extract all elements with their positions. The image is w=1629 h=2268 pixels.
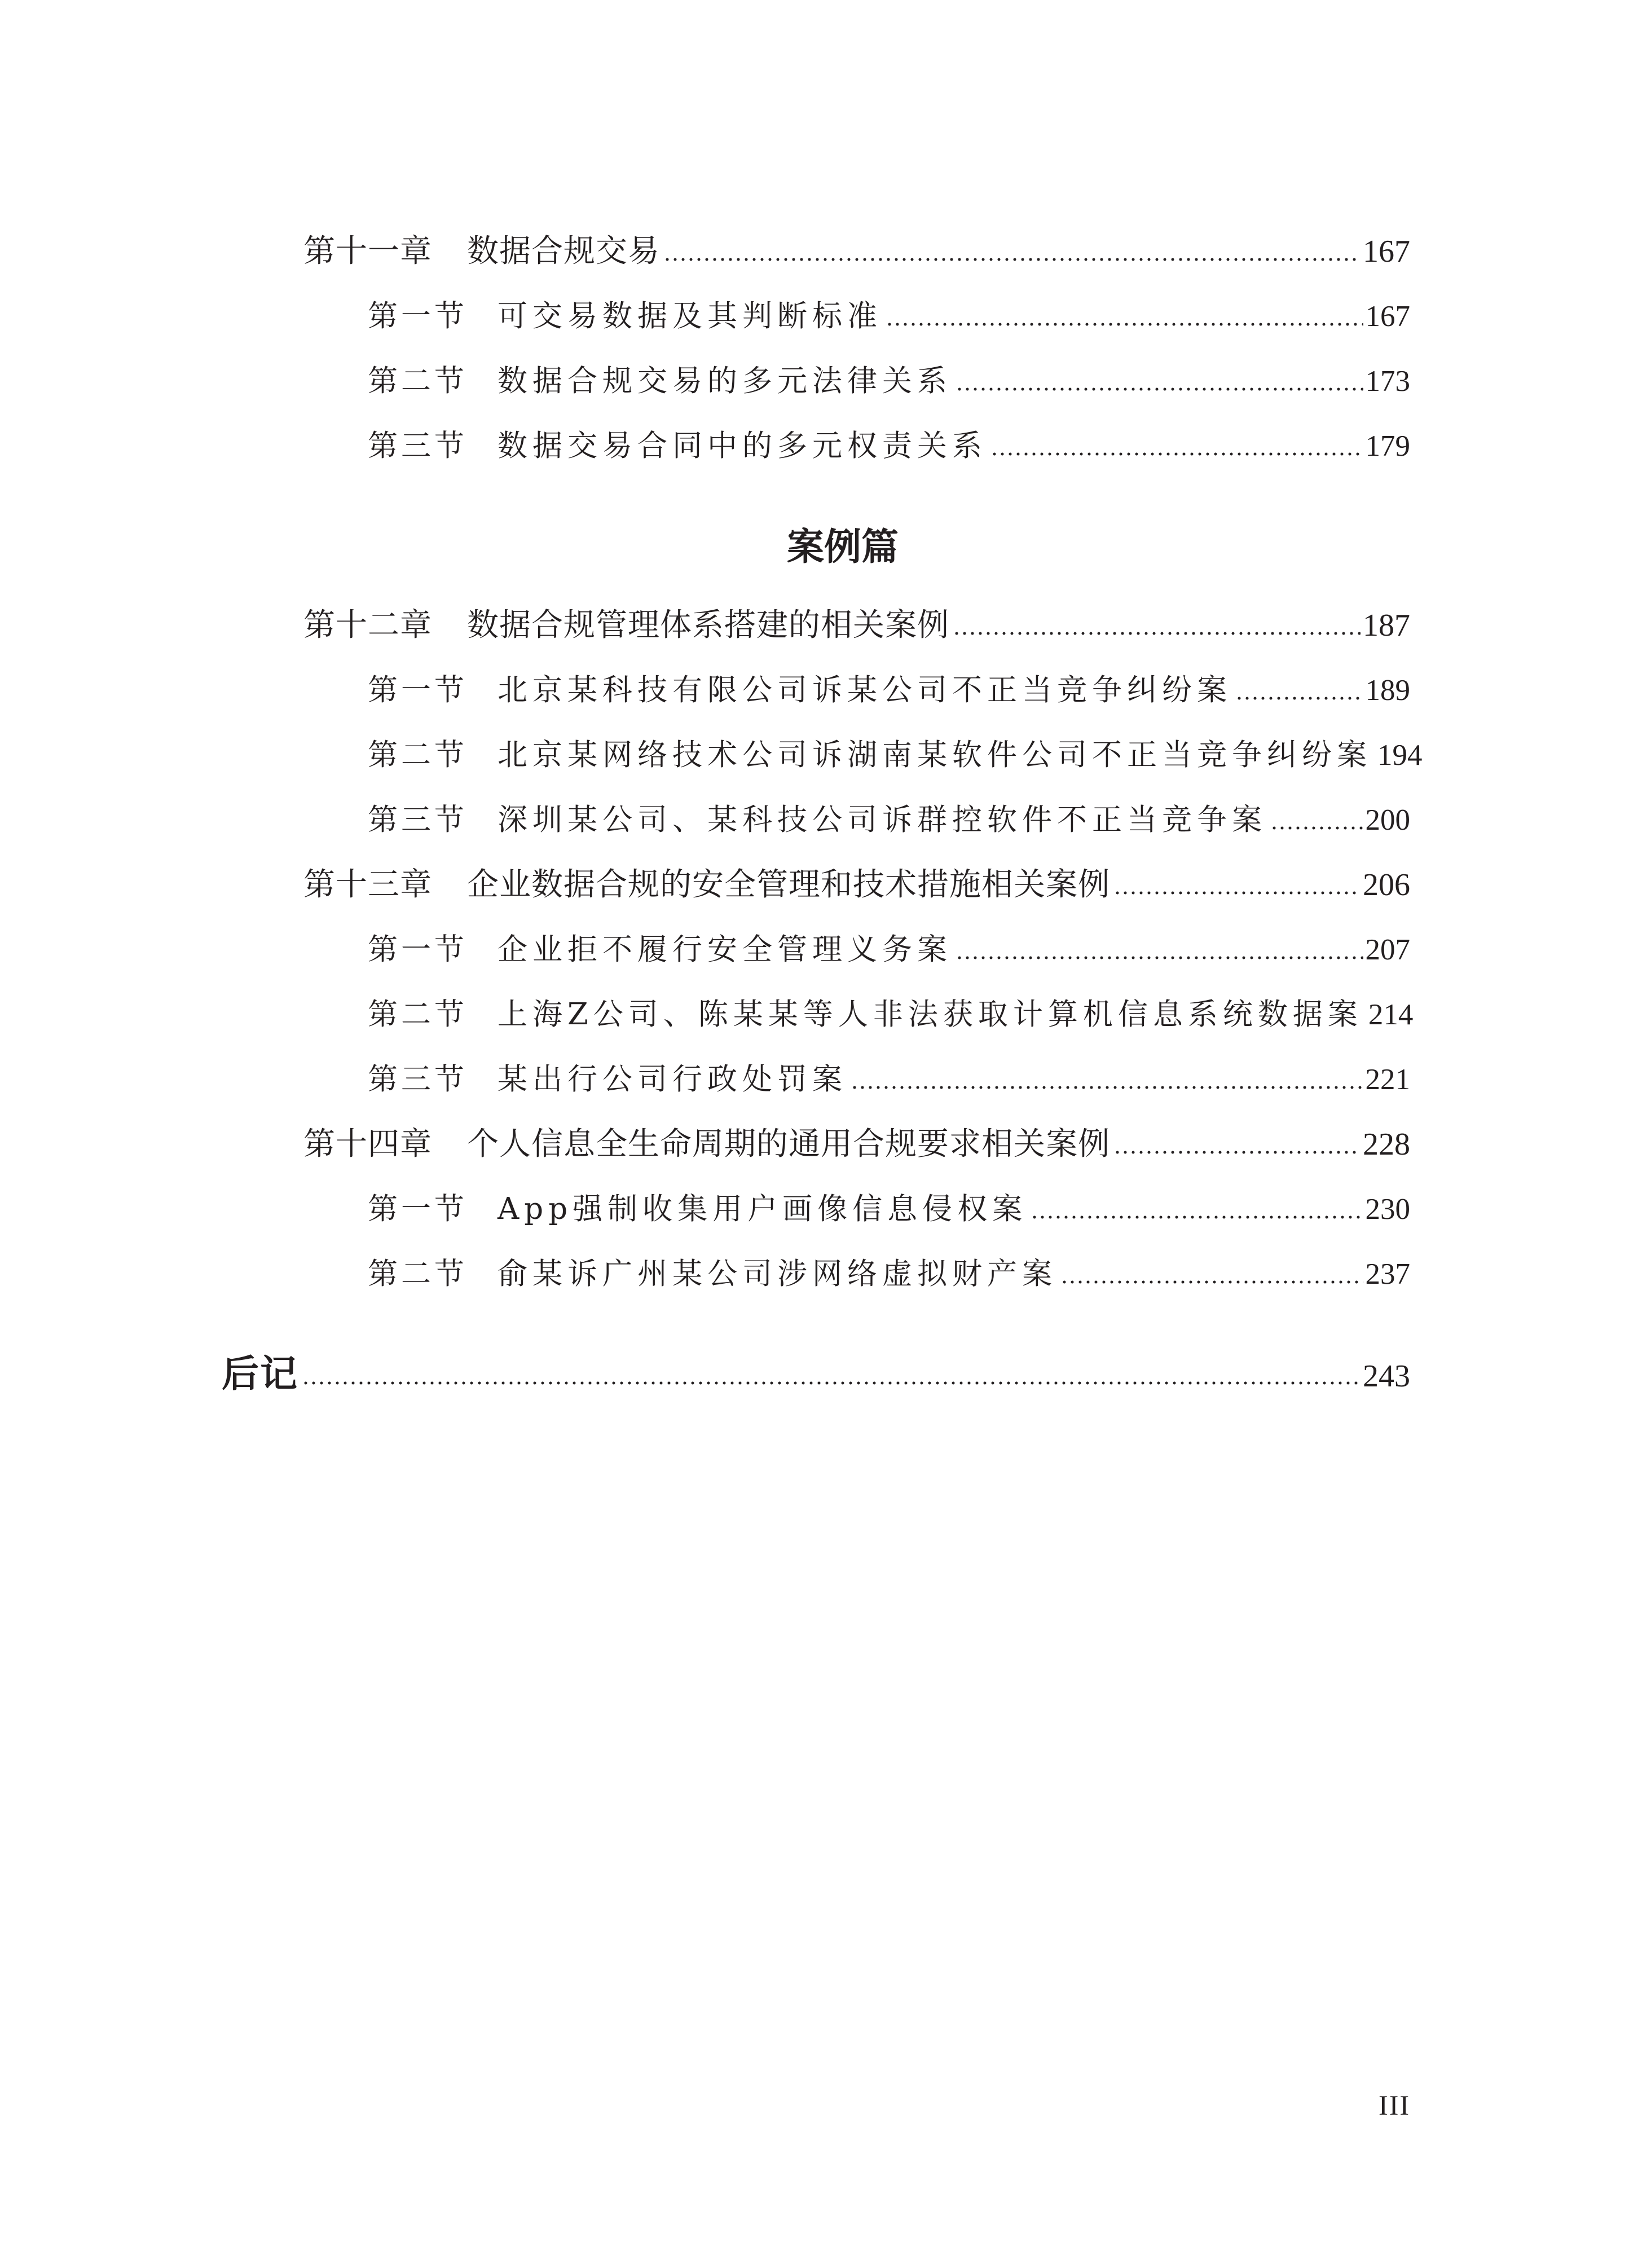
- chapter-title: 企业数据合规的安全管理和技术措施相关案例: [467, 866, 1110, 903]
- section-title: 数据交易合同中的多元权责关系: [497, 429, 987, 463]
- page-number: 237: [1365, 1258, 1410, 1291]
- dot-leader: [1270, 826, 1363, 830]
- page-number: 221: [1365, 1063, 1410, 1096]
- page-number: 189: [1365, 674, 1410, 707]
- page-number: 243: [1363, 1359, 1410, 1394]
- toc-chapter-12[interactable]: [0, 605, 1629, 646]
- toc-section-14-2[interactable]: [0, 1254, 1629, 1294]
- chapter-title: 个人信息全生命周期的通用合规要求相关案例: [467, 1126, 1110, 1162]
- dot-leader: [1060, 1280, 1363, 1284]
- chapter-label: 第十三章: [303, 866, 432, 903]
- dot-leader: [1235, 696, 1363, 701]
- section-label: 第二节: [368, 997, 468, 1032]
- toc-section-12-2[interactable]: [0, 735, 1629, 776]
- toc-section-12-3[interactable]: [0, 800, 1629, 840]
- page-number: 179: [1365, 430, 1410, 463]
- chapter-title: 数据合规交易: [467, 233, 660, 270]
- page-number: 228: [1363, 1127, 1410, 1162]
- page-number: 206: [1363, 867, 1410, 902]
- dot-leader: [1113, 891, 1361, 895]
- page-number: 214: [1368, 998, 1414, 1031]
- chapter-label: 第十二章: [303, 607, 432, 644]
- toc-chapter-11[interactable]: [0, 231, 1629, 272]
- section-label: 第三节: [368, 429, 468, 463]
- section-title: 某出行公司行政处罚案: [497, 1062, 847, 1096]
- toc-section-12-1[interactable]: [0, 670, 1629, 711]
- section-label: 第三节: [368, 803, 468, 837]
- section-label: 第二节: [368, 364, 468, 398]
- chapter-title: 数据合规管理体系搭建的相关案例: [467, 607, 949, 644]
- toc-section-13-3[interactable]: [0, 1059, 1629, 1100]
- section-title: 俞某诉广州某公司涉网络虚拟财产案: [497, 1257, 1057, 1291]
- section-label: 第一节: [368, 1192, 468, 1226]
- dot-leader: [663, 257, 1361, 262]
- page-number: 167: [1365, 300, 1410, 333]
- section-label: 第一节: [368, 673, 468, 707]
- section-title: 深圳某公司、某科技公司诉群控软件不正当竞争案: [497, 803, 1267, 837]
- page-number: 200: [1365, 804, 1410, 836]
- toc-chapter-14[interactable]: [0, 1124, 1629, 1165]
- section-title: 可交易数据及其判断标准: [497, 299, 882, 333]
- dot-leader: [953, 631, 1361, 636]
- section-title: App强制收集用户画像信息侵权案: [497, 1192, 1028, 1226]
- section-label: 第二节: [368, 1257, 468, 1291]
- page-number: 187: [1363, 608, 1410, 643]
- section-title: 企业拒不履行安全管理义务案: [497, 932, 952, 967]
- section-title: 上海Z公司、陈某某等人非法获取计算机信息系统数据案: [497, 997, 1363, 1032]
- dot-leader: [851, 1085, 1363, 1090]
- toc-section-13-1[interactable]: [0, 930, 1629, 970]
- dot-leader: [1031, 1215, 1363, 1219]
- section-label: 第二节: [368, 738, 468, 772]
- section-title: 数据合规交易的多元法律关系: [497, 364, 952, 398]
- section-title: 北京某科技有限公司诉某公司不正当竞争纠纷案: [497, 673, 1232, 707]
- part-heading: 案例篇: [787, 525, 899, 569]
- toc-section-14-1[interactable]: [0, 1189, 1629, 1230]
- toc-section-11-3[interactable]: [0, 426, 1629, 466]
- page-number: 194: [1377, 739, 1423, 772]
- toc-section-13-2[interactable]: [0, 994, 1629, 1035]
- page-number: 207: [1365, 933, 1410, 966]
- toc-chapter-13[interactable]: [0, 865, 1629, 905]
- toc-section-11-1[interactable]: [0, 296, 1629, 337]
- page-number: 230: [1365, 1193, 1410, 1226]
- dot-leader: [302, 1381, 1361, 1385]
- section-label: 第一节: [368, 299, 468, 333]
- chapter-label: 第十四章: [303, 1126, 432, 1162]
- page-number: 167: [1363, 234, 1410, 269]
- dot-leader: [956, 387, 1363, 391]
- chapter-label: 第十一章: [303, 233, 432, 270]
- dot-leader: [956, 955, 1363, 960]
- afterword-title: 后记: [222, 1354, 298, 1395]
- dot-leader: [990, 452, 1363, 456]
- dot-leader: [1113, 1150, 1361, 1155]
- page-number: 173: [1365, 365, 1410, 398]
- page-folio: III: [1379, 2089, 1410, 2121]
- dot-leader: [886, 322, 1363, 327]
- section-label: 第三节: [368, 1062, 468, 1096]
- toc-section-11-2[interactable]: [0, 361, 1629, 402]
- section-label: 第一节: [368, 932, 468, 967]
- toc-afterword[interactable]: [0, 1354, 1629, 1397]
- section-title: 北京某网络技术公司诉湖南某软件公司不正当竞争纠纷案: [497, 738, 1372, 772]
